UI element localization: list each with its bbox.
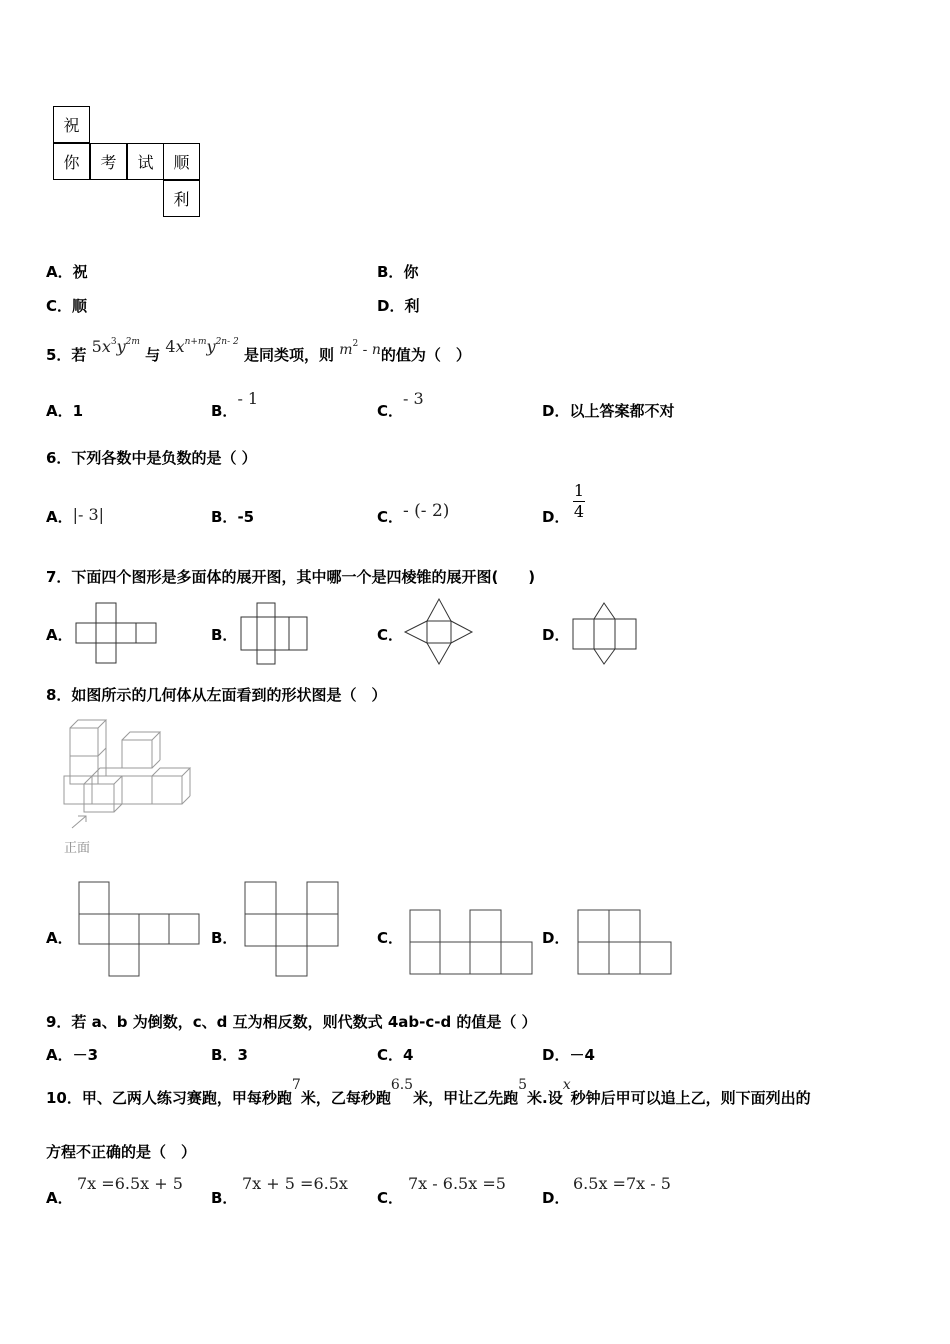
option-b[interactable]: B．3 bbox=[211, 1046, 248, 1064]
question-7-stem: 7．下面四个图形是多面体的展开图，其中哪一个是四棱锥的展开图( ) bbox=[46, 568, 536, 586]
option-c[interactable]: C． bbox=[377, 626, 404, 644]
net-figure-a bbox=[76, 603, 158, 665]
option-b[interactable]: B．你 bbox=[377, 263, 419, 281]
option-d[interactable]: D．以上答案都不对 bbox=[542, 402, 675, 420]
option-a[interactable]: A． bbox=[46, 626, 73, 644]
fraction-one-quarter: 1 4 bbox=[573, 481, 585, 521]
net-cell: 祝 bbox=[53, 106, 90, 143]
net-cell: 你 bbox=[53, 143, 90, 180]
option-c[interactable]: C．4 bbox=[377, 1046, 414, 1064]
net-figure-c bbox=[405, 599, 473, 665]
view-figure-c bbox=[410, 910, 534, 976]
option-d[interactable]: D． bbox=[542, 626, 570, 644]
option-a[interactable]: A．|- 3| bbox=[46, 505, 105, 526]
option-b[interactable]: B． bbox=[211, 1189, 238, 1207]
question-9-stem: 9．若 a、b 为倒数，c、d 互为相反数，则代数式 4ab-c-d 的值是（ ） bbox=[46, 1013, 537, 1031]
option-a[interactable]: A． bbox=[46, 929, 73, 947]
option-d[interactable]: D．－4 bbox=[542, 1046, 595, 1064]
option-a[interactable]: A．－3 bbox=[46, 1046, 99, 1064]
question-5-stem: 5．若 $5x^3y^{2m}$ 与 $4x^{n+m}y^{2n- 2}$ 是同类项，则 $m^2$ - n的值为（ ） bbox=[46, 337, 471, 364]
view-figure-b bbox=[245, 882, 341, 978]
net-cell: 顺 bbox=[163, 143, 200, 180]
net-figure-d bbox=[573, 603, 639, 665]
question-10-stem: 10．甲、乙两人练习赛跑，甲每秒跑7米，乙每秒跑6.5米，甲让乙先跑5米.设x秒钟后甲可以追上乙，则下面列出的 bbox=[46, 1077, 811, 1107]
question-8-stem: 8．如图所示的几何体从左面看到的形状图是（ ） bbox=[46, 686, 387, 704]
option-a[interactable]: A．祝 bbox=[46, 263, 88, 281]
net-cell: 利 bbox=[163, 180, 200, 217]
option-a[interactable]: A．1 bbox=[46, 402, 84, 420]
option-d[interactable]: D． bbox=[542, 1189, 570, 1207]
option-d-equation: 6.5x =7x - 5 bbox=[573, 1174, 671, 1193]
option-c[interactable]: C．顺 bbox=[46, 297, 88, 315]
option-b[interactable]: B． bbox=[211, 929, 238, 947]
option-b[interactable]: B． bbox=[211, 626, 238, 644]
option-c[interactable]: C．- 3 bbox=[377, 389, 424, 420]
option-a-equation: 7x =6.5x + 5 bbox=[77, 1174, 183, 1193]
net-cell: 考 bbox=[90, 143, 127, 180]
option-d[interactable]: D．利 bbox=[377, 297, 420, 315]
option-c[interactable]: C． bbox=[377, 1189, 404, 1207]
question-10-stem-line2: 方程不正确的是（ ） bbox=[46, 1143, 197, 1161]
option-b-equation: 7x + 5 =6.5x bbox=[242, 1174, 348, 1193]
net-figure-b bbox=[241, 603, 309, 665]
net-cell: 试 bbox=[127, 143, 164, 180]
option-c[interactable]: C． bbox=[377, 929, 404, 947]
option-c[interactable]: C．- (- 2) bbox=[377, 501, 450, 526]
question-6-stem: 6．下列各数中是负数的是（ ） bbox=[46, 449, 257, 467]
option-d[interactable]: D． bbox=[542, 929, 570, 947]
option-c-equation: 7x - 6.5x =5 bbox=[408, 1174, 506, 1193]
view-figure-a bbox=[79, 882, 201, 978]
option-a[interactable]: A． bbox=[46, 1189, 73, 1207]
solid-figure bbox=[58, 718, 198, 830]
view-figure-d bbox=[578, 910, 674, 976]
option-d[interactable]: D． bbox=[542, 508, 570, 526]
option-b[interactable]: B．- 1 bbox=[211, 389, 259, 420]
option-b[interactable]: B．-5 bbox=[211, 508, 255, 526]
front-label: 正面 bbox=[64, 841, 91, 856]
